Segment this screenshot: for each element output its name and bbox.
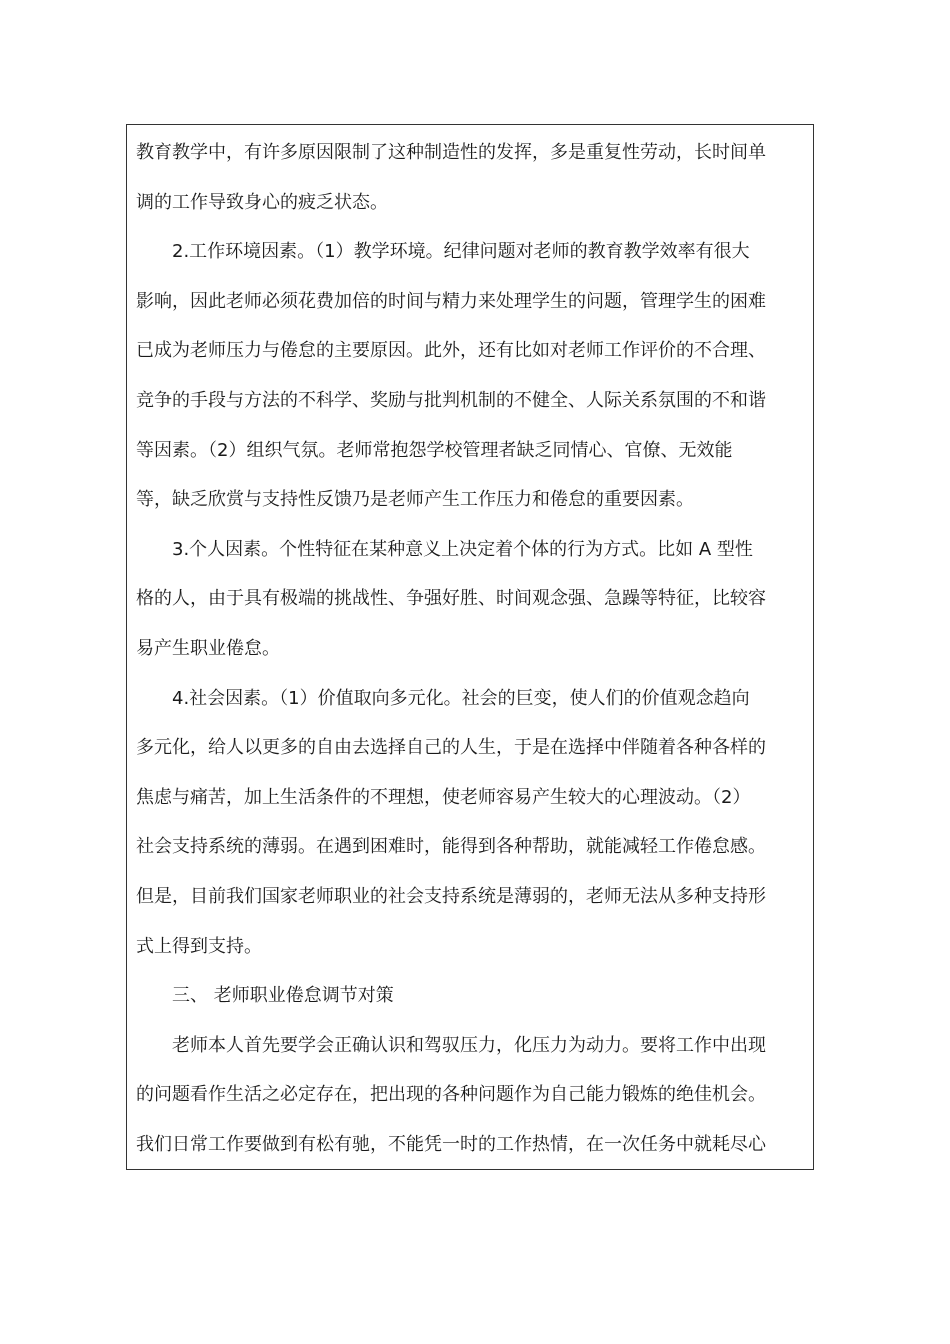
text-line: 教育教学中，有许多原因限制了这种制造性的发挥，多是重复性劳动，长时间单 <box>136 142 766 163</box>
text-line: 焦虑与痛苦，加上生活条件的不理想，使老师容易产生较大的心理波动。（2） <box>136 786 751 808</box>
text-line: 影响，因此老师必须花费加倍的时间与精力来处理学生的问题，管理学生的困难 <box>136 290 766 312</box>
document-body <box>136 137 806 1170</box>
text-line: 老师本人首先要学会正确认识和驾驭压力，化压力为动力。要将工作中出现 <box>172 1034 766 1056</box>
text-line: 等因素。（2）组织气氛。老师常抱怨学校管理者缺乏同情心、官僚、无效能 <box>136 439 733 461</box>
text-line: 我们日常工作要做到有松有驰，不能凭一时的工作热情，在一次任务中就耗尽心 <box>136 1133 766 1155</box>
text-line: 社会支持系统的薄弱。在遇到困难时，能得到各种帮助，就能减轻工作倦怠感。 <box>136 836 766 858</box>
text-line: 的问题看作生活之必定存在，把出现的各种问题作为自己能力锻炼的绝佳机会。 <box>136 1084 766 1106</box>
text-line: 已成为老师压力与倦怠的主要原因。此外，还有比如对老师工作评价的不合理、 <box>136 340 766 362</box>
text-line: 式上得到支持。 <box>136 935 262 957</box>
document-frame <box>126 124 814 1170</box>
text-line: 2.工作环境因素。（1）教学环境。纪律问题对老师的教育教学效率有很大 <box>172 241 750 263</box>
text-line: 易产生职业倦怠。 <box>136 637 280 659</box>
text-line: 4.社会因素。（1）价值取向多元化。社会的巨变，使人们的价值观念趋向 <box>172 687 750 709</box>
text-line: 调的工作导致身心的疲乏状态。 <box>136 191 388 213</box>
text-line: 3.个人因素。个性特征在某种意义上决定着个体的行为方式。比如 A 型性 <box>172 538 753 560</box>
text-line: 等，缺乏欣赏与支持性反馈乃是老师产生工作压力和倦怠的重要因素。 <box>136 489 694 511</box>
text-line: 竞争的手段与方法的不科学、奖励与批判机制的不健全、人际关系氛围的不和谐 <box>136 389 766 411</box>
text-line: 格的人，由于具有极端的挑战性、争强好胜、时间观念强、急躁等特征，比较容 <box>136 588 766 610</box>
text-line: 但是，目前我们国家老师职业的社会支持系统是薄弱的，老师无法从多种支持形 <box>136 885 766 907</box>
text-line: 多元化，给人以更多的自由去选择自己的人生，于是在选择中伴随着各种各样的 <box>136 737 766 759</box>
text-line: 三、 老师职业倦怠调节对策 <box>172 985 394 1007</box>
